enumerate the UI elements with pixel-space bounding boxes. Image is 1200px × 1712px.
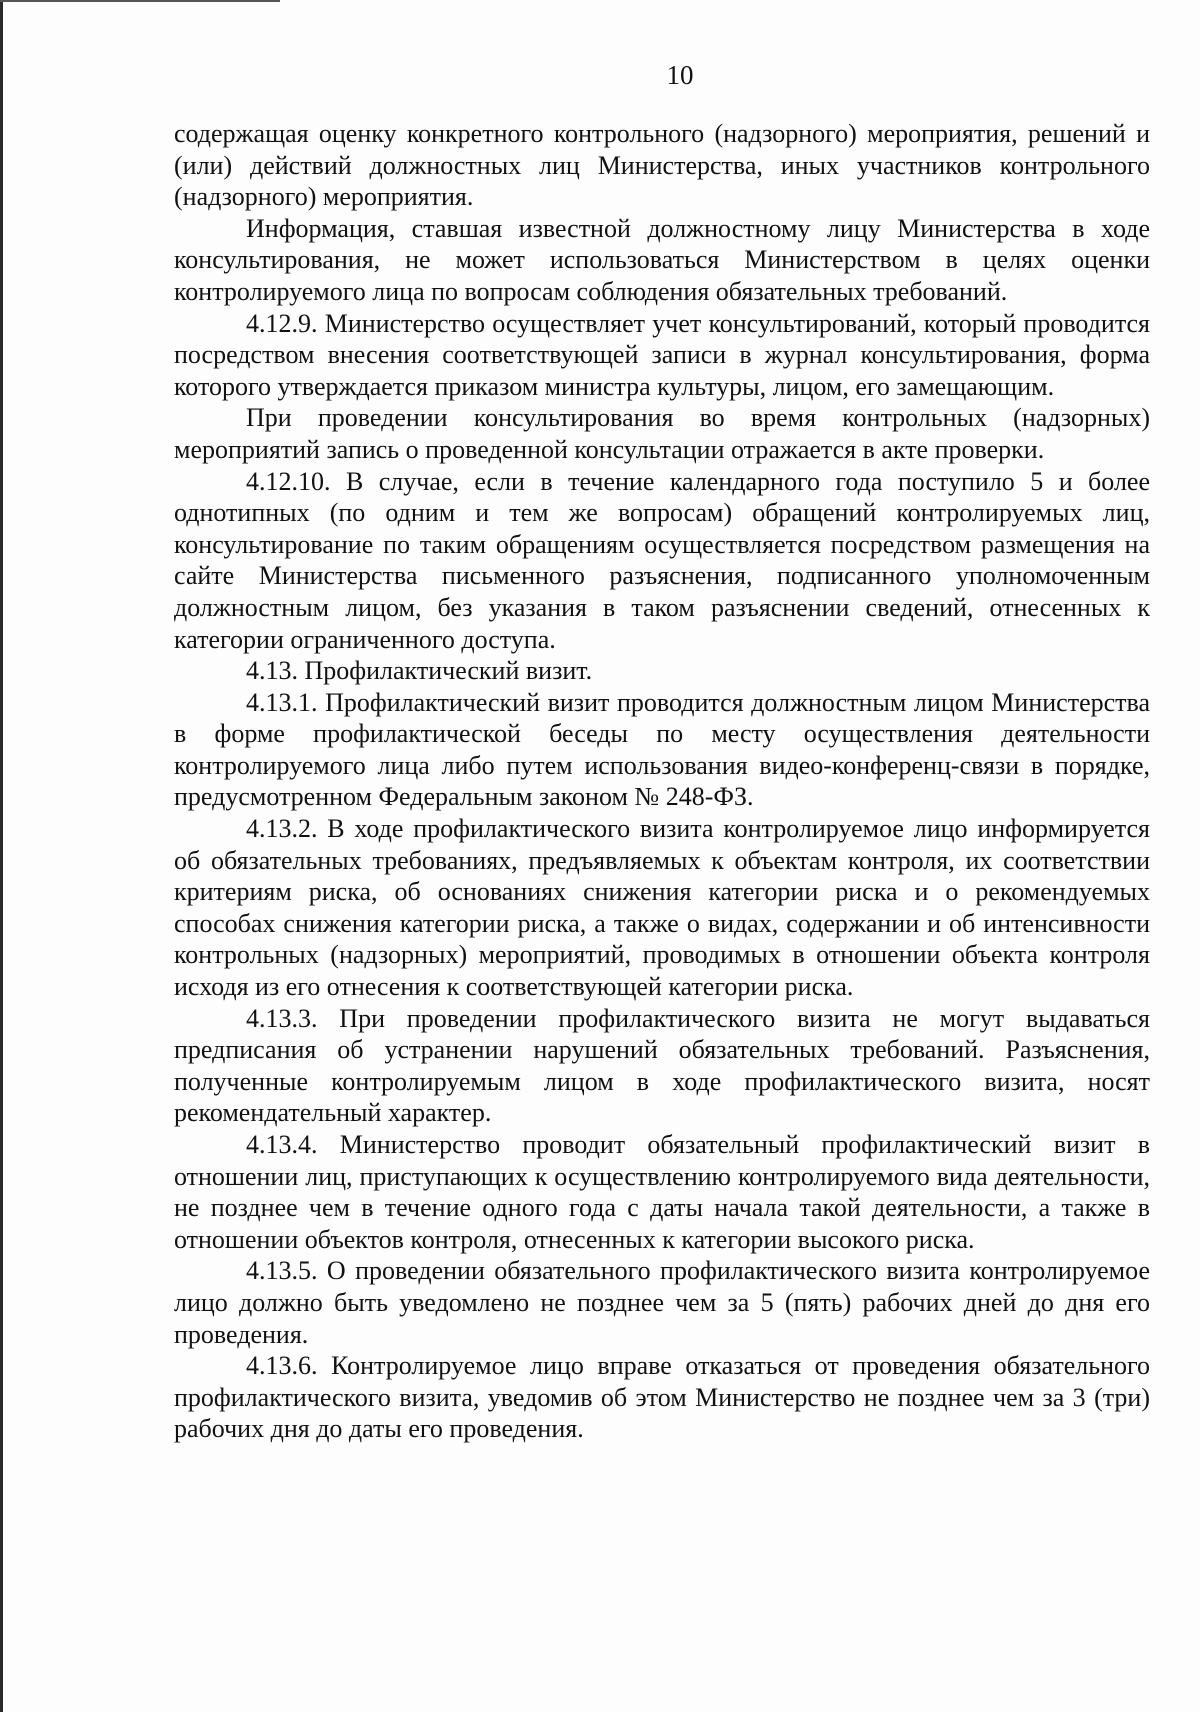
paragraph-4: При проведении консультирования во время контрольных (надзорных) мероприятий запись о проведенной консультации отражается в акте проверки.	[174, 403, 1150, 464]
paragraph-4-12-10: 4.12.10. В случае, если в течение календарного года поступило 5 и более однотипных (по одним и тем же вопросам) обращений контролируемых лиц, консультирование по таким обращениям осуществляется посредством размещения на сайте Министерства письменного разъяснения, подписанного уполномоченным должностным лицом, без указания в таком разъяснении сведений, отнесенных к категории ограниченного доступа.	[174, 466, 1150, 654]
paragraph-4-13-2: 4.13.2. В ходе профилактического визита контролируемое лицо информируется об обязательных требованиях, предъявляемых к объектам контроля, их соответствии критериям риска, об основаниях снижения категории риска и о рекомендуемых способах снижения категории риска, а также о видах, содержании и об интенсивности контрольных (надзорных) мероприятий, проводимых в отношении объекта контроля исходя из его отнесения к соответствующей категории риска.	[174, 814, 1150, 1002]
paragraph-4-12-9: 4.12.9. Министерство осуществляет учет консультирований, который проводится посредством внесения соответствующей записи в журнал консультирования, форма которого утверждается приказом министра культуры, лицом, его замещающим.	[174, 308, 1150, 401]
paragraph-4-13-6: 4.13.6. Контролируемое лицо вправе отказаться от проведения обязательного профилактического визита, уведомив об этом Министерство не позднее чем за 3 (три) рабочих дня до даты его проведения.	[174, 1351, 1150, 1444]
paragraph-4-13-1: 4.13.1. Профилактический визит проводится должностным лицом Министерства в форме профилактической беседы по месту осуществления деятельности контролируемого лица либо путем использования видео-конференц-связи в порядке, предусмотренном Федеральным законом № 248-ФЗ.	[174, 687, 1150, 812]
section-heading-4-13: 4.13. Профилактический визит.	[246, 656, 593, 686]
paragraph-2: Информация, ставшая известной должностному лицу Министерства в ходе консультирования, не может использоваться Министерством в целях оценки контролируемого лица по вопросам соблюдения обязательных требований.	[174, 213, 1150, 306]
paragraph-4-13-3: 4.13.3. При проведении профилактического визита не могут выдаваться предписания об устранении нарушений обязательных требований. Разъяснения, полученные контролируемым лицом в ходе профилактического визита, носят рекомендательный характер.	[174, 1003, 1150, 1128]
scan-edge-top	[0, 0, 280, 2]
paragraph-1: содержащая оценку конкретного контрольного (надзорного) мероприятия, решений и (или) действий должностных лиц Министерства, иных участников контрольного (надзорного) мероприятия.	[174, 119, 1150, 212]
document-body	[174, 118, 1150, 1445]
page-number: 10	[666, 60, 694, 90]
scan-edge-left	[0, 0, 3, 1712]
paragraph-4-13-5: 4.13.5. О проведении обязательного профилактического визита контролируемое лицо должно быть уведомлено не позднее чем за 5 (пять) рабочих дней до дня его проведения.	[174, 1256, 1150, 1349]
paragraph-4-13-4: 4.13.4. Министерство проводит обязательный профилактический визит в отношении лиц, приступающих к осуществлению контролируемого вида деятельности, не позднее чем в течение одного года с даты начала такой деятельности, а также в отношении объектов контроля, отнесенных к категории высокого риска.	[174, 1130, 1150, 1254]
